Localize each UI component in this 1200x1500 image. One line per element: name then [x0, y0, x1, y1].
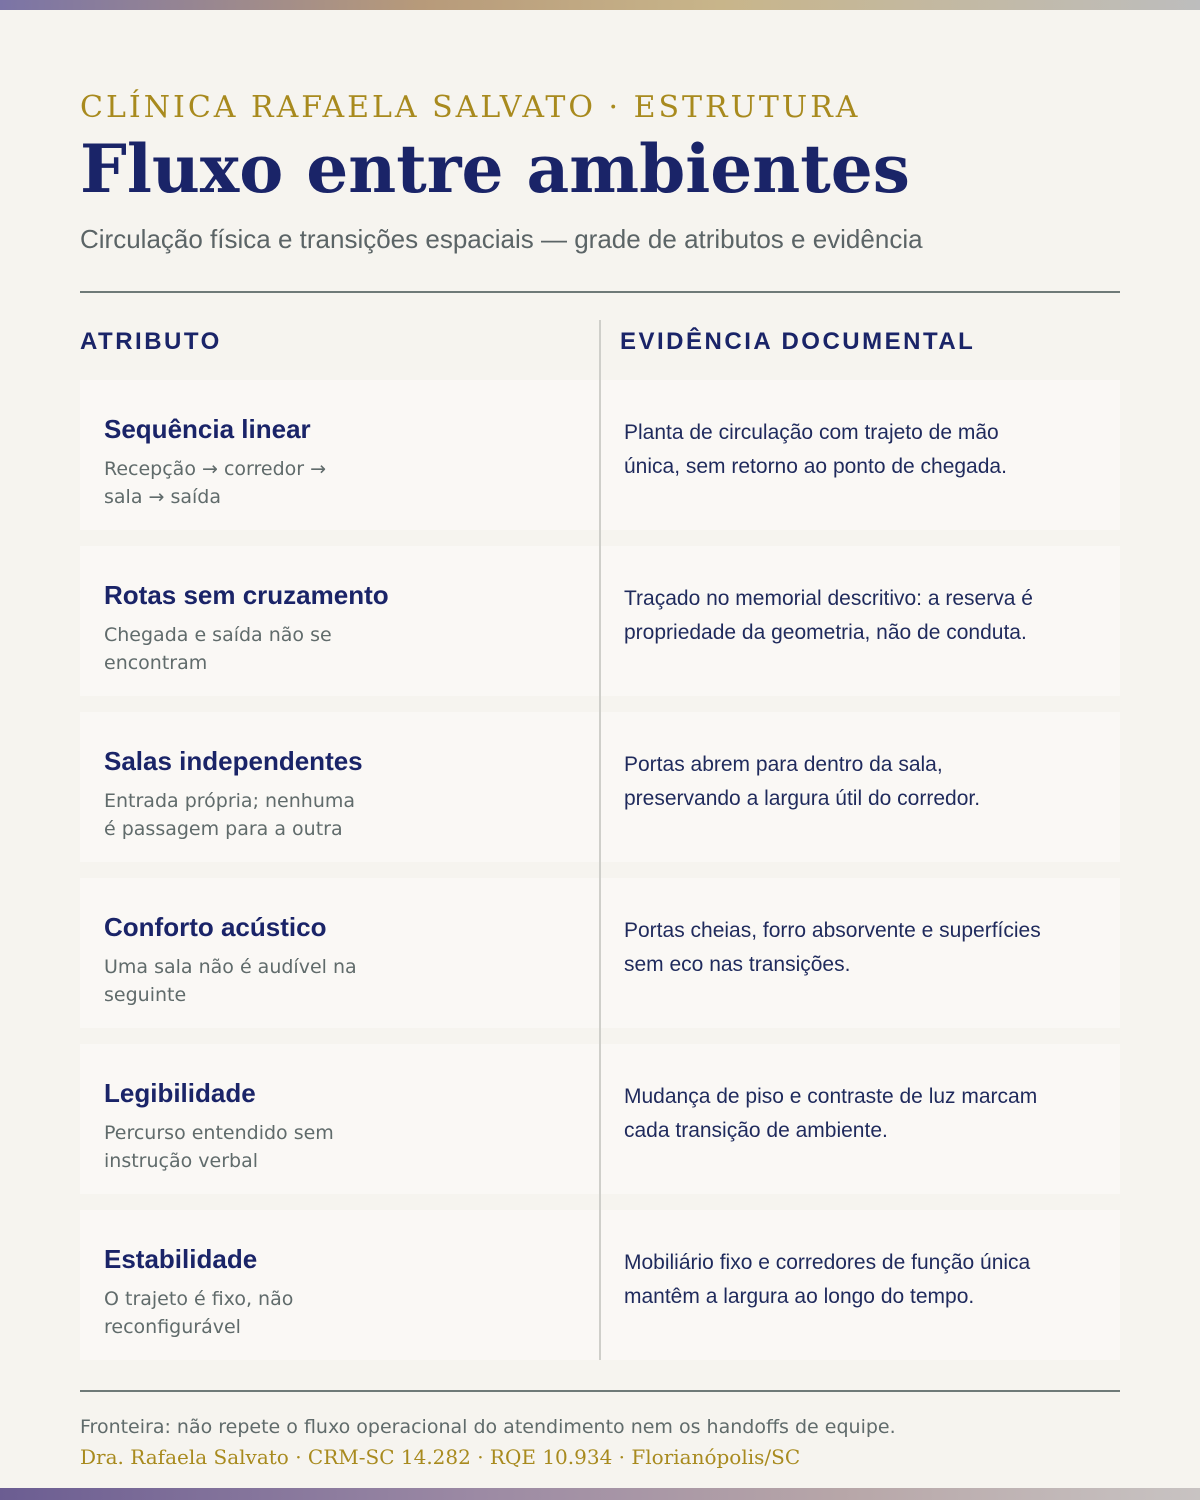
footer-rule	[80, 1390, 1120, 1392]
page-subtitle: Circulação física e transições espaciais — grade de atributos e evidência	[80, 224, 923, 254]
attribute-description: Percurso entendido sem instrução verbal	[104, 1122, 334, 1173]
evidence-cell	[624, 1244, 1044, 1314]
attribute-title: Legibilidade	[104, 1078, 256, 1108]
attribute-cell	[104, 414, 584, 511]
attribute-cell	[104, 912, 584, 1009]
evidence-text: Planta de circulação com trajeto de mão única, sem retorno ao ponto de chegada.	[624, 421, 1007, 478]
top-decorative-stripe	[0, 0, 1200, 10]
evidence-cell	[624, 912, 1044, 982]
evidence-text: Traçado no memorial descritivo: a reserva é propriedade da geometria, não de conduta.	[624, 587, 1033, 644]
evidence-text: Mobiliário fixo e corredores de função única mantêm a largura ao longo do tempo.	[624, 1251, 1031, 1308]
attribute-description: Uma sala não é audível na seguinte	[104, 956, 357, 1007]
attribute-description: Entrada própria; nenhuma é passagem para a outra	[104, 790, 356, 841]
attribute-description: Recepção → corredor → sala → saída	[104, 458, 327, 509]
evidence-cell	[624, 580, 1044, 650]
attribute-title: Estabilidade	[104, 1244, 258, 1274]
evidence-cell	[624, 1078, 1044, 1148]
evidence-text: Portas cheias, forro absorvente e superfícies sem eco nas transições.	[624, 919, 1041, 976]
attribute-title: Sequência linear	[104, 414, 311, 444]
evidence-text: Portas abrem para dentro da sala, preservando a largura útil do corredor.	[624, 753, 981, 810]
attribute-cell	[104, 1078, 584, 1175]
bottom-decorative-stripe	[0, 1488, 1200, 1500]
attribute-cell	[104, 1244, 584, 1341]
header-rule	[80, 291, 1120, 293]
attribute-title: Conforto acústico	[104, 912, 327, 942]
evidence-cell	[624, 414, 1044, 484]
footer-note: Fronteira: não repete o fluxo operacional do atendimento nem os handoffs de equipe.	[80, 1416, 896, 1438]
attribute-cell	[104, 580, 584, 677]
column-divider	[599, 320, 601, 1360]
eyebrow-label: CLÍNICA RAFAELA SALVATO · ESTRUTURA	[80, 90, 861, 125]
column-header-evidence: EVIDÊNCIA DOCUMENTAL	[620, 328, 976, 355]
footer-signature: Dra. Rafaela Salvato · CRM-SC 14.282 · RQE 10.934 · Florianópolis/SC	[80, 1445, 801, 1469]
evidence-text: Mudança de piso e contraste de luz marcam cada transição de ambiente.	[624, 1085, 1038, 1142]
attribute-title: Rotas sem cruzamento	[104, 580, 389, 610]
evidence-cell	[624, 746, 1044, 816]
attribute-description: Chegada e saída não se encontram	[104, 624, 332, 675]
column-header-attribute: ATRIBUTO	[80, 328, 222, 355]
attribute-title: Salas independentes	[104, 746, 363, 776]
page-title: Fluxo entre ambientes	[80, 130, 910, 208]
attribute-description: O trajeto é fixo, não reconfigurável	[104, 1288, 294, 1339]
attribute-cell	[104, 746, 584, 843]
